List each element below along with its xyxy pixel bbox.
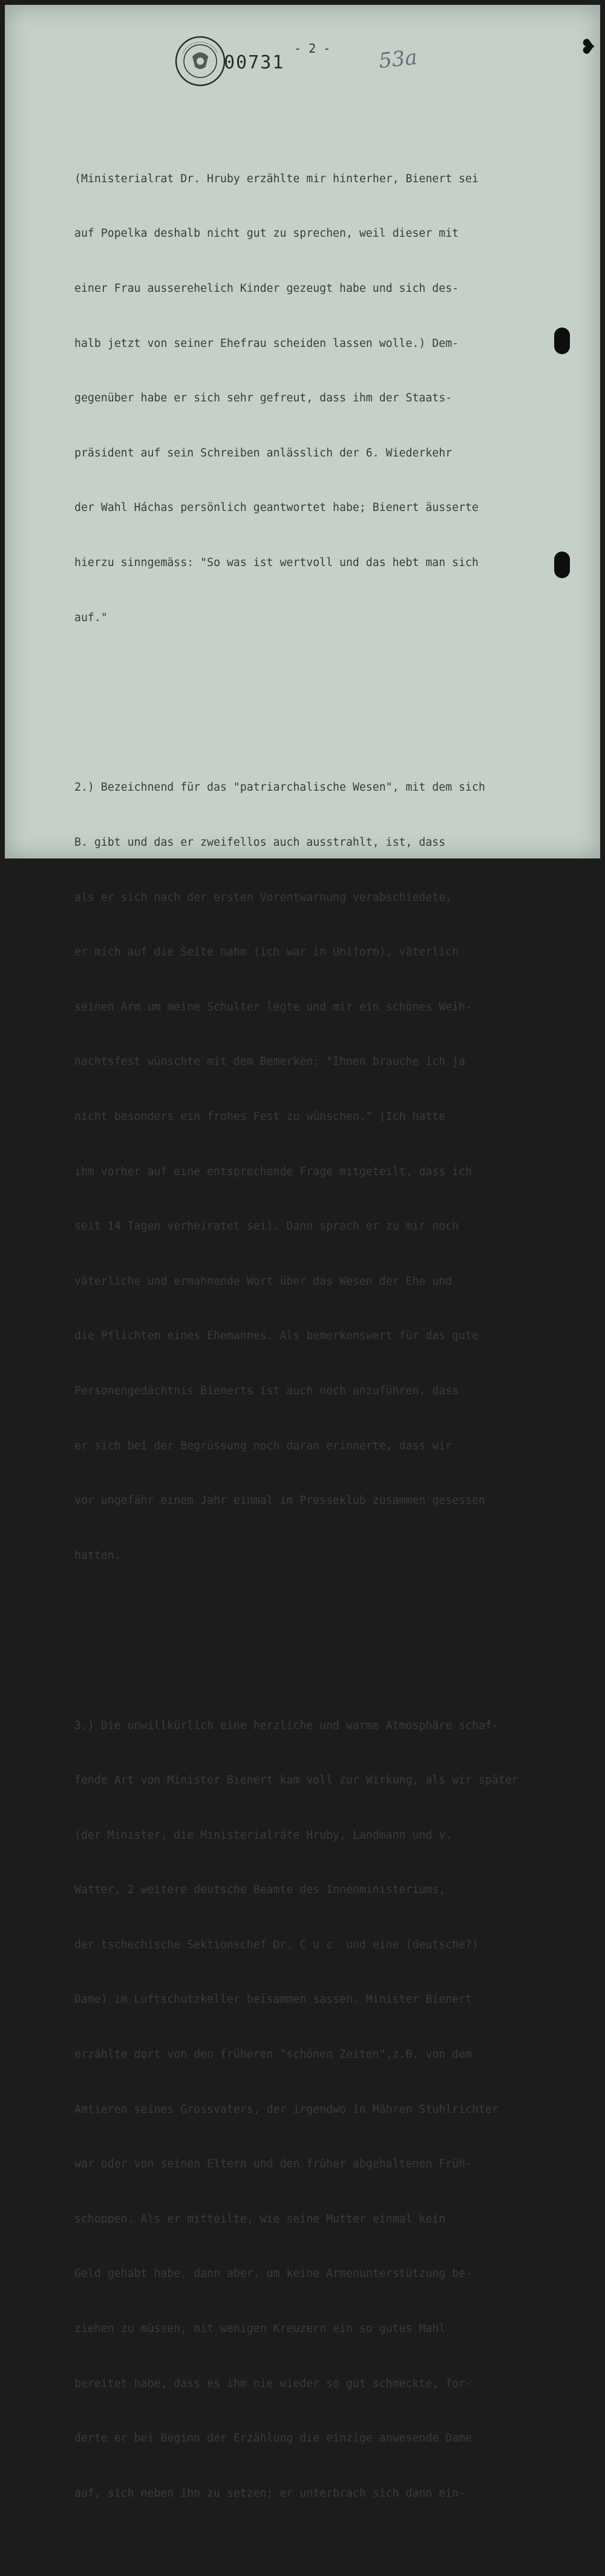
text-line: Dame) im Luftschutzkeller beisammen sassen. Minister Bienert [74,1993,472,2006]
text-line: Watter, 2 weitere deutsche Beamte des Innenministeriums, [74,1883,446,1897]
text-line: 2.) Bezeichnend für das "patriarchalische Wesen", mit dem sich [74,781,485,794]
text-line: Amtieren seines Grossvaters, der irgendwo in Mähren Stuhlrichter [74,2103,499,2116]
document-number: 00731 [224,52,285,73]
text-line: Personengedächtnis Bienerts ist auch noch anzuführen, dass [74,1384,459,1397]
text-line: hatten. [74,1549,121,1562]
archive-seal-stamp [174,35,226,87]
text-line: auf, sich neben ihn zu setzen; er unterbrach sich dann ein- [74,2486,466,2500]
text-line: nicht besonders ein frohes Fest zu wünschen." (Ich hatte [74,1110,446,1123]
document-page [5,5,600,2500]
typewritten-body [74,97,552,2576]
text-line: der tschechische Sektionschef Dr. C u c und eine (deutsche?) [74,1938,479,1951]
text-line: schoppen. Als er mitteilte, wie seine Mutter einmal kein [74,2212,446,2225]
text-line: ziehen zu müssen, mit wenigen Kreuzern ein so gutes Mahl [74,2322,446,2336]
text-line: derte er bei Beginn der Erzählung die einzige anwesende Dame [74,2432,472,2445]
text-line: B. gibt und das er zweifellos auch ausstrahlt, ist, dass [74,835,446,849]
text-line: gegenüber habe er sich sehr gefreut, dass ihm der Staats- [74,392,453,405]
text-line: 3.) Die unwillkürlich eine herzliche und warme Atmosphäre schaf- [74,1719,499,1732]
text-line: er mich auf die Seite nahm (ich war in Uniform), väterlich [74,946,459,959]
text-line: erzählte dort von den früheren "schönen Zeiten",z.B. von dem [74,2048,472,2061]
handwritten-folio-number: 53a [378,45,419,74]
text-line: er sich bei der Begrüssung noch daran erinnerte, dass wir [74,1439,453,1452]
text-line: auf Popelka deshalb nicht gut zu sprechen, weil dieser mit [74,227,459,240]
text-line: präsident auf sein Schreiben anlässlich der 6. Wiederkehr [74,446,453,460]
paragraph-1 [74,133,552,664]
text-line: fende Art von Minister Bienert kam voll zur Wirkung, als wir später [74,1774,518,1787]
text-line: war oder von seinen Eltern und den früher abgehaltenen Früh- [74,2158,472,2171]
punch-hole-upper [554,328,570,354]
text-line: auf." [74,611,108,624]
text-line: nachtsfest wünschte mit dem Bemerken: "Ihnen brauche ich ja [74,1055,466,1069]
text-line: (Ministerialrat Dr. Hruby erzählte mir hinterher, Bienert sei [74,172,479,185]
text-line: der Wahl Háchas persönlich geantwortet habe; Bienert äusserte [74,501,479,515]
text-line: seinen Arm um meine Schulter legte und mir ein schönes Weih- [74,1000,472,1013]
punch-hole-lower [554,552,570,578]
text-line: ihm vorher auf eine entsprechende Frage mitgeteilt, dass ich [74,1165,472,1178]
page-number: - 2 - [294,41,331,56]
text-line: hierzu sinngemäss: "So was ist wertvoll und das hebt man sich [74,556,479,569]
text-line: Geld gehabt habe, dann aber, um keine Armenunterstützung be- [74,2267,472,2281]
text-line: väterliche und ermahnende Wort über das Wesen der Ehe und [74,1274,453,1288]
paragraph-3 [74,1680,552,2539]
text-line: einer Frau ausserehelich Kinder gezeugt habe und sich des- [74,282,459,295]
text-line: (der Minister, die Ministerialräte Hruby, Landmann und v. [74,1828,453,1842]
text-line: als er sich nach der ersten Vorentwarnung verabschiedete, [74,891,453,904]
text-line: seit 14 Tagen verheiratet sei). Dann sprach er zu mir noch [74,1220,459,1233]
text-line: die Pflichten eines Ehemannes. Als bemerkenswert für das gute [74,1329,479,1343]
corner-ink-mark: ❥ [580,35,597,59]
text-line: bereitet habe, dass es ihm nie wieder so gut schmeckte, for- [74,2377,472,2390]
text-line: vor ungefähr einem Jahr einmal im Presseklub zusammen gesessen [74,1494,485,1507]
paragraph-2 [74,742,552,1601]
text-line: halb jetzt von seiner Ehefrau scheiden lassen wolle.) Dem- [74,337,459,350]
